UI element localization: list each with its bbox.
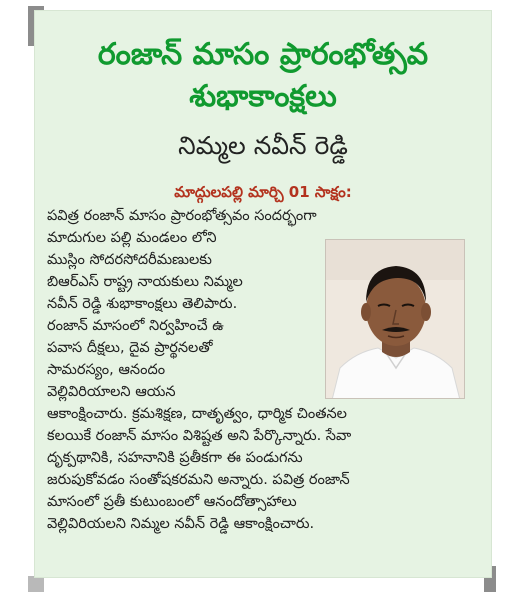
body-line: ఆకాంక్షించారు. క్రమశిక్షణ, దాతృత్వం, ధార్మిక చింతనల [47,406,347,422]
news-clipping [34,10,492,578]
body-line: మాసంలో ప్రతీ కుటుంబంలో ఆనందోత్సాహాలు [47,494,297,510]
body-line: పవిత్ర రంజాన్ మాసం ప్రారంభోత్సవం సందర్భంగా [47,208,317,224]
body-line: కలయికే రంజాన్ మాసం విశిష్టత అని పేర్కొన్నారు. సేవా [47,428,352,444]
body-line: పవాస దీక్షలు, దైవ ప్రార్థనలతో [47,340,213,356]
dateline: మాద్గులపల్లి మార్చి 01 సాక్షం: [174,183,352,201]
article-body [47,205,351,535]
body-line: వెల్లివిరియలని నిమ్మల నవీన్ రెడ్డి ఆకాంక్షించారు. [47,516,315,532]
body-line: బిఆర్ఎస్ రాష్ట్ర నాయకులు నిమ్మల [47,274,243,290]
body-line: సామరస్యం, ఆనందం [47,362,166,378]
body-line: రంజాన్ మాసంలో నిర్వహించే ఉ [47,318,224,334]
body-line: దృక్పథానికి, సహనానికి ప్రతీకగా ఈ పండుగను [47,450,303,466]
body-line: మాదుగుల పల్లి మండలం లోని [47,230,217,246]
portrait-illustration [326,240,465,399]
crop-mark-bottom-left [28,576,44,592]
body-line: ముస్లిం సోదరసోదరీమణులకు [47,252,212,268]
body-line: నవీన్ రెడ్డి శుభాకాంక్షలు తెలిపారు. [47,296,238,312]
headline-line-1: రంజాన్ మాసం ప్రారంభోత్సవ [97,37,429,72]
byline: నిమ్మల నవీన్ రెడ్డి [178,131,348,160]
body-line: వెల్లివిరియాలని ఆయన [47,384,176,400]
portrait-photo [325,239,465,399]
body-line: జరుపుకోవడం సంతోషకరమని అన్నారు. పవిత్ర రంజాన్ [47,472,350,488]
headline-line-2: శుభాకాంక్షలు [189,79,337,114]
